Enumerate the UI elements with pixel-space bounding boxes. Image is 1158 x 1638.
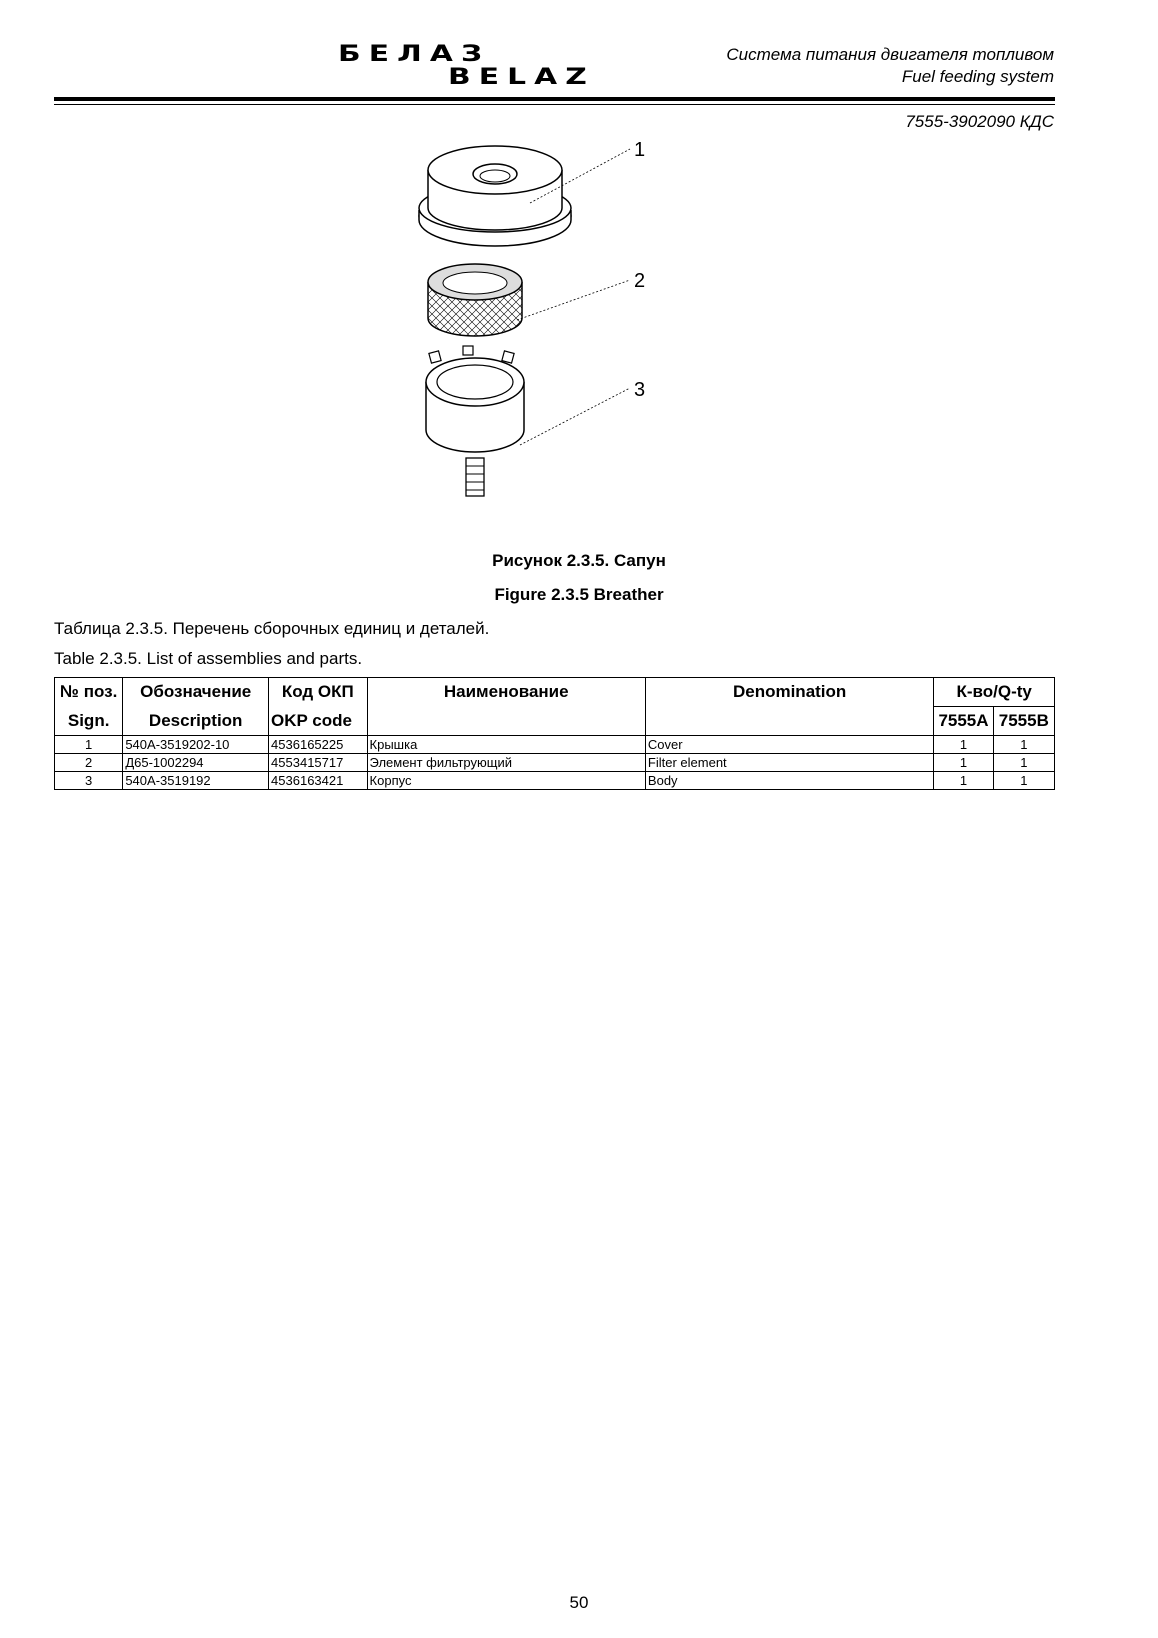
figure-caption-ru: Рисунок 2.3.5. Сапун	[492, 551, 666, 570]
row-qty-a: 1	[934, 736, 993, 754]
leader-line-2	[517, 280, 630, 320]
callout-3: 3	[634, 379, 646, 401]
header-qty-b: 7555B	[993, 707, 1054, 736]
header-name-ru: Наименование	[367, 678, 645, 707]
header-name-en-blank	[645, 707, 933, 736]
row-name-ru: Крышка	[367, 736, 645, 754]
header-pos-ru: № поз.	[55, 678, 123, 707]
breather-drawing	[400, 130, 720, 530]
header-name-ru-blank	[367, 707, 645, 736]
header-name-en: Denomination	[645, 678, 933, 707]
header-title-en: Fuel feeding system	[901, 67, 1054, 86]
part-body-drawing	[426, 346, 524, 496]
header-qty-a: 7555A	[934, 707, 993, 736]
header-rule-thick	[54, 97, 1055, 101]
part-filter-element-drawing	[428, 264, 522, 336]
row-name-en: Body	[645, 772, 933, 790]
row-okp: 4536163421	[269, 772, 367, 790]
header-okp-ru: Код ОКП	[269, 678, 367, 707]
table-caption-ru: Таблица 2.3.5. Перечень сборочных единиц и деталей.	[54, 619, 490, 638]
leader-line-3	[520, 388, 630, 445]
callout-2: 2	[634, 270, 646, 292]
row-pos: 2	[55, 754, 123, 772]
row-name-ru: Элемент фильтрующий	[367, 754, 645, 772]
row-designation: 540А-3519192	[123, 772, 269, 790]
table-row	[55, 754, 1055, 772]
row-designation: Д65-1002294	[123, 754, 269, 772]
row-okp: 4553415717	[269, 754, 367, 772]
table-row	[55, 772, 1055, 790]
figure-caption-en: Figure 2.3.5 Breather	[494, 585, 664, 604]
row-qty-b: 1	[993, 736, 1054, 754]
row-name-en: Cover	[645, 736, 933, 754]
row-pos: 1	[55, 736, 123, 754]
logo-belaz-ru: БЕЛАЗ	[338, 42, 491, 67]
header-rule-thin	[54, 104, 1055, 105]
logo-belaz-en: BELAZ	[448, 65, 595, 90]
header-designation-ru: Обозначение	[123, 678, 269, 707]
row-pos: 3	[55, 772, 123, 790]
row-qty-a: 1	[934, 772, 993, 790]
header-title-ru: Система питания двигателя топливом	[726, 45, 1054, 64]
header-qty: К-во/Q-ty	[934, 678, 1055, 707]
row-qty-b: 1	[993, 772, 1054, 790]
header-pos-en: Sign.	[55, 707, 123, 736]
row-name-ru: Корпус	[367, 772, 645, 790]
row-qty-b: 1	[993, 754, 1054, 772]
header-okp-en: OKP code	[269, 707, 367, 736]
table-row	[55, 736, 1055, 754]
page-number: 50	[569, 1593, 589, 1612]
row-qty-a: 1	[934, 754, 993, 772]
row-name-en: Filter element	[645, 754, 933, 772]
header-designation-en: Description	[123, 707, 269, 736]
table-caption-en: Table 2.3.5. List of assemblies and parts.	[54, 649, 363, 668]
parts-table	[54, 677, 1055, 790]
row-okp: 4536165225	[269, 736, 367, 754]
row-designation: 540А-3519202-10	[123, 736, 269, 754]
doc-code: 7555-3902090 КДС	[905, 112, 1054, 131]
callout-1: 1	[634, 139, 646, 161]
part-cover-drawing	[419, 146, 571, 246]
